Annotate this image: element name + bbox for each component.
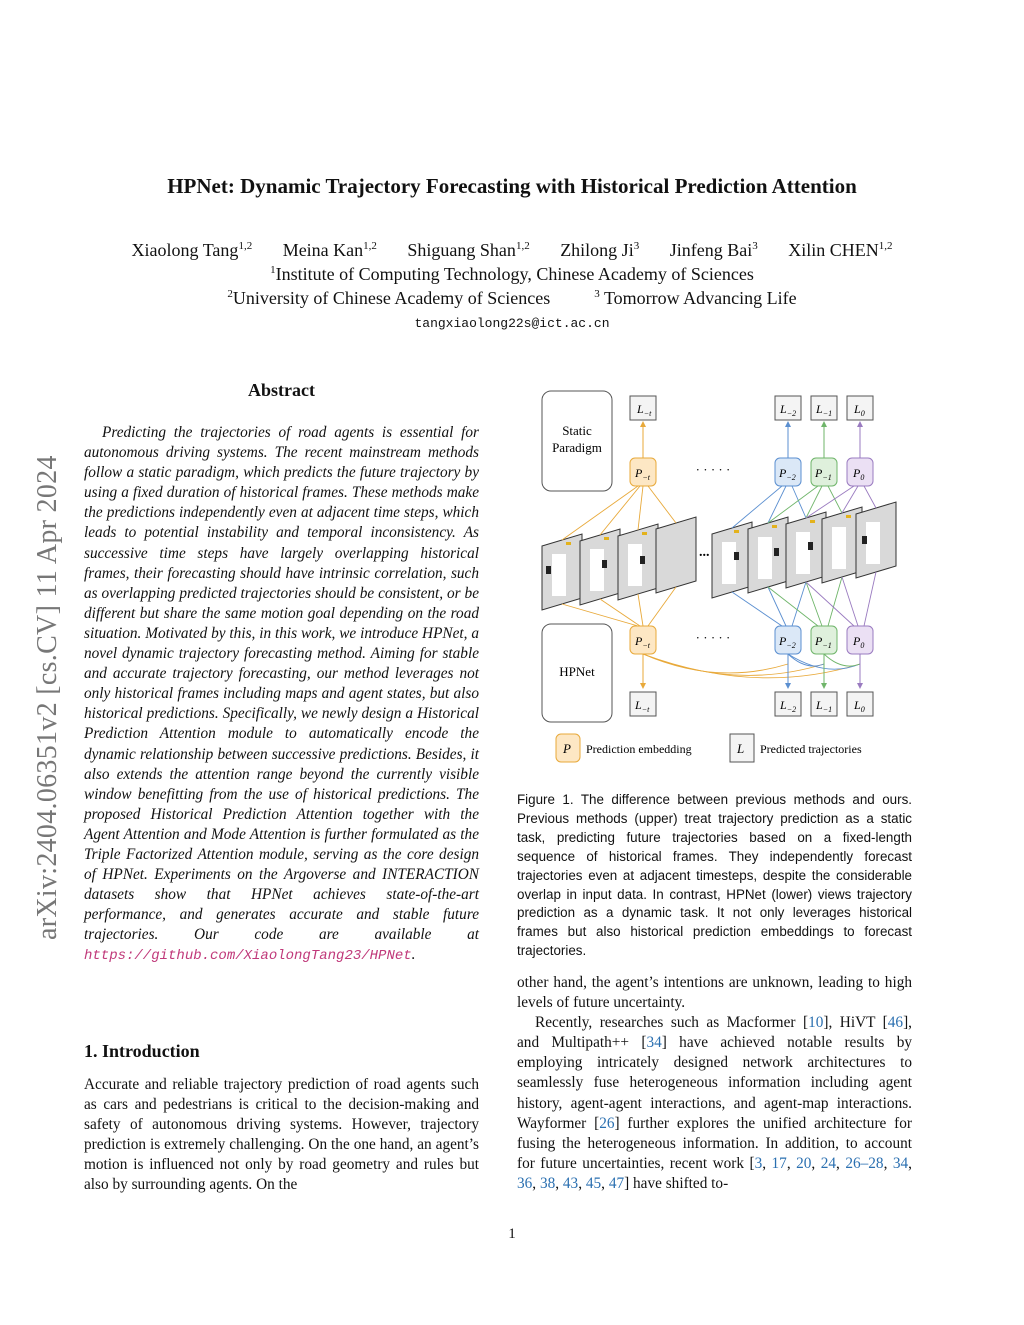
svg-text:L−t: $L_{-t}$	[637, 402, 652, 418]
author: Xilin CHEN$^{1,2}$	[788, 240, 893, 260]
upper-dots: · · · · ·	[695, 462, 731, 477]
lower-trajectory-boxes	[630, 692, 873, 716]
introduction-paragraph: Accurate and reliable trajectory prediction of road agents such as cars and pedestrians is critical to the decision-making and safety of autonomous driving systems. However, trajectory prediction is extremely challenging. On the one hand, an agent’s motion is influenced not only by road geometry and rules but also by surrounding agents. On the	[84, 1076, 479, 1194]
citation-link[interactable]: 34	[646, 1034, 662, 1052]
paragraph: other hand, the agent’s intentions are unknown, leading to high levels of future uncertainty.	[517, 974, 912, 1012]
arxiv-stamp: arXiv:2404.06351v2 [cs.CV] 11 Apr 2024	[32, 455, 63, 940]
author: Meina Kan$^{1,2}$	[282, 240, 377, 260]
svg-text:P−t: $P_{-t}$	[635, 634, 650, 650]
figure-1-diagram	[516, 386, 912, 776]
static-label-2: Paradigm	[552, 440, 602, 455]
upper-embedding-boxes	[630, 458, 873, 486]
citation-link[interactable]: 47	[608, 1174, 625, 1192]
svg-text:P−2: $P_{-2}$	[779, 634, 796, 650]
svg-text:P−1: $P_{-1}$	[815, 466, 832, 482]
abstract-body: Predicting the trajectories of road agents is essential for autonomous driving systems. The recent mainstream methods follow a static paradigm, which predicts the future trajectory by using a fixed duration of historical frames. These methods make the predictions independently even at adjacent time steps, which leads to potential instability and temporal inconsistency. As successive time steps have largely overlapping historical frames, their forecasting should have intrinsic correlation, such as overlapping predicted trajectories should be consistent, or be different but share the same motion goal depending on the road situation. Motivated by this, in this work, we introduce HPNet, a novel dynamic trajectory forecasting method. Aiming for stable and accurate trajectory forecasting, our method leverages not only historical frames including maps and agent states, but also historical predictions. Specifically, we newly design a Historical Prediction Attention module to automatically encode the dynamic relationship between successive predictions. Besides, it also extends the attention range beyond the currently visible window benefitting from the use of historical predictions. The proposed Historical Prediction Attention together with the Agent Attention and Mode Attention is further formulated as the Triple Factorized Attention module, serving as the core design of HPNet. Experiments on the Argoverse and INTERACTION datasets show that HPNet achieves state-of-the-art performance, and generates accurate and stable future trajectories. Our code are available at https://github.com/XiaolongTang23/HPNet.	[84, 424, 479, 965]
svg-text:L−1: $L_{-1}$	[816, 698, 833, 714]
citation-link[interactable]: 20	[796, 1154, 812, 1172]
figure-1-caption: Figure 1. The difference between previous methods and ours. Previous methods (upper) treat trajectory prediction as a static task, predicting future trajectories based on a fixed-length sequence of historical frames. They independently forecast trajectories even at adjacent timesteps, despite the considerable overlap in input data. In contrast, HPNet (lower) views trajectory prediction as a dynamic task. It not only leverages historical frames but also historical prediction embeddings to forecast trajectories.	[517, 792, 912, 959]
author: Xiaolong Tang$^{1,2}$	[131, 240, 253, 260]
citation-link[interactable]: 45	[585, 1174, 602, 1192]
citation-link[interactable]: 26–28	[845, 1154, 884, 1172]
paragraph: Recently, researches such as Macformer [10], HiVT [46], and Multipath++ [34] have achieved notable results by employing intricately designed network architectures to seamlessly fuse heterogeneous information including agent history, agent-agent interactions, and agent-map interactions. Wayformer [26] further explores the unified architecture for fusing the heterogeneous information. In addition, to account for future uncertainties, recent work [3, 17, 20, 24, 26–28, 34, 36, 38, 43, 45, 47] have shifted to-	[517, 1014, 913, 1192]
citation-link[interactable]: 38	[539, 1174, 556, 1192]
svg-text:P: P	[563, 741, 571, 756]
citation-link[interactable]: 46	[887, 1014, 904, 1032]
section-heading-introduction: 1. Introduction	[84, 1041, 200, 1061]
svg-text:L−2: $L_{-2}$	[780, 698, 797, 714]
citation-link[interactable]: 3	[754, 1154, 763, 1172]
svg-text:L−2: $L_{-2}$	[780, 402, 797, 418]
svg-text:P0: $P_0$	[853, 466, 865, 482]
hpnet-label: HPNet	[559, 664, 595, 679]
lower-embedding-boxes	[630, 626, 873, 654]
page-number: 1	[508, 1226, 516, 1242]
code-link[interactable]: https://github.com/XiaolongTang23/HPNet	[84, 948, 412, 965]
author: Shiguang Shan$^{1,2}$	[407, 240, 530, 260]
legend-prediction-embedding: Prediction embedding	[586, 742, 692, 756]
author-list	[0, 240, 1024, 261]
static-label-1: Static	[562, 423, 592, 438]
svg-text:L: L	[737, 741, 745, 756]
svg-text:P−2: $P_{-2}$	[779, 466, 796, 482]
author: Jinfeng Bai$^3$	[669, 240, 758, 260]
lower-dots: · · · · ·	[695, 630, 731, 645]
citation-link[interactable]: 10	[808, 1014, 824, 1032]
citation-link[interactable]: 24	[820, 1154, 837, 1172]
svg-text:L−t: $L_{-t}$	[635, 698, 650, 714]
svg-text:P0: $P_0$	[853, 634, 865, 650]
affiliation-1: $^1$Institute of Computing Technology, Chinese Academy of Sciences	[270, 264, 754, 284]
figure-legend	[556, 734, 862, 762]
citation-link[interactable]: 34	[892, 1154, 909, 1172]
abstract-heading: Abstract	[248, 380, 315, 400]
paper-title: HPNet: Dynamic Trajectory Forecasting with Historical Prediction Attention	[167, 174, 857, 198]
frames-ellipsis: ...	[699, 545, 710, 560]
citation-link[interactable]: 17	[771, 1154, 787, 1172]
upper-trajectory-boxes	[630, 396, 873, 420]
affiliation-2-3: $^2$University of Chinese Academy of Sciences $^3$ Tomorrow Advancing Life	[227, 288, 797, 308]
svg-text:L−1: $L_{-1}$	[816, 402, 833, 418]
citation-link[interactable]: 43	[562, 1174, 579, 1192]
svg-text:L0: $L_0$	[854, 402, 865, 418]
svg-text:P−1: $P_{-1}$	[815, 634, 832, 650]
svg-text:P−t: $P_{-t}$	[635, 466, 650, 482]
citation-link[interactable]: 36	[517, 1174, 533, 1192]
svg-text:L0: $L_0$	[854, 698, 865, 714]
author: Zhilong Ji$^3$	[560, 240, 640, 260]
author-email[interactable]: tangxiaolong22s@ict.ac.cn	[414, 316, 610, 331]
citation-link[interactable]: 26	[599, 1114, 615, 1132]
right-column-text	[517, 973, 912, 1194]
legend-predicted-trajectories: Predicted trajectories	[760, 742, 862, 756]
